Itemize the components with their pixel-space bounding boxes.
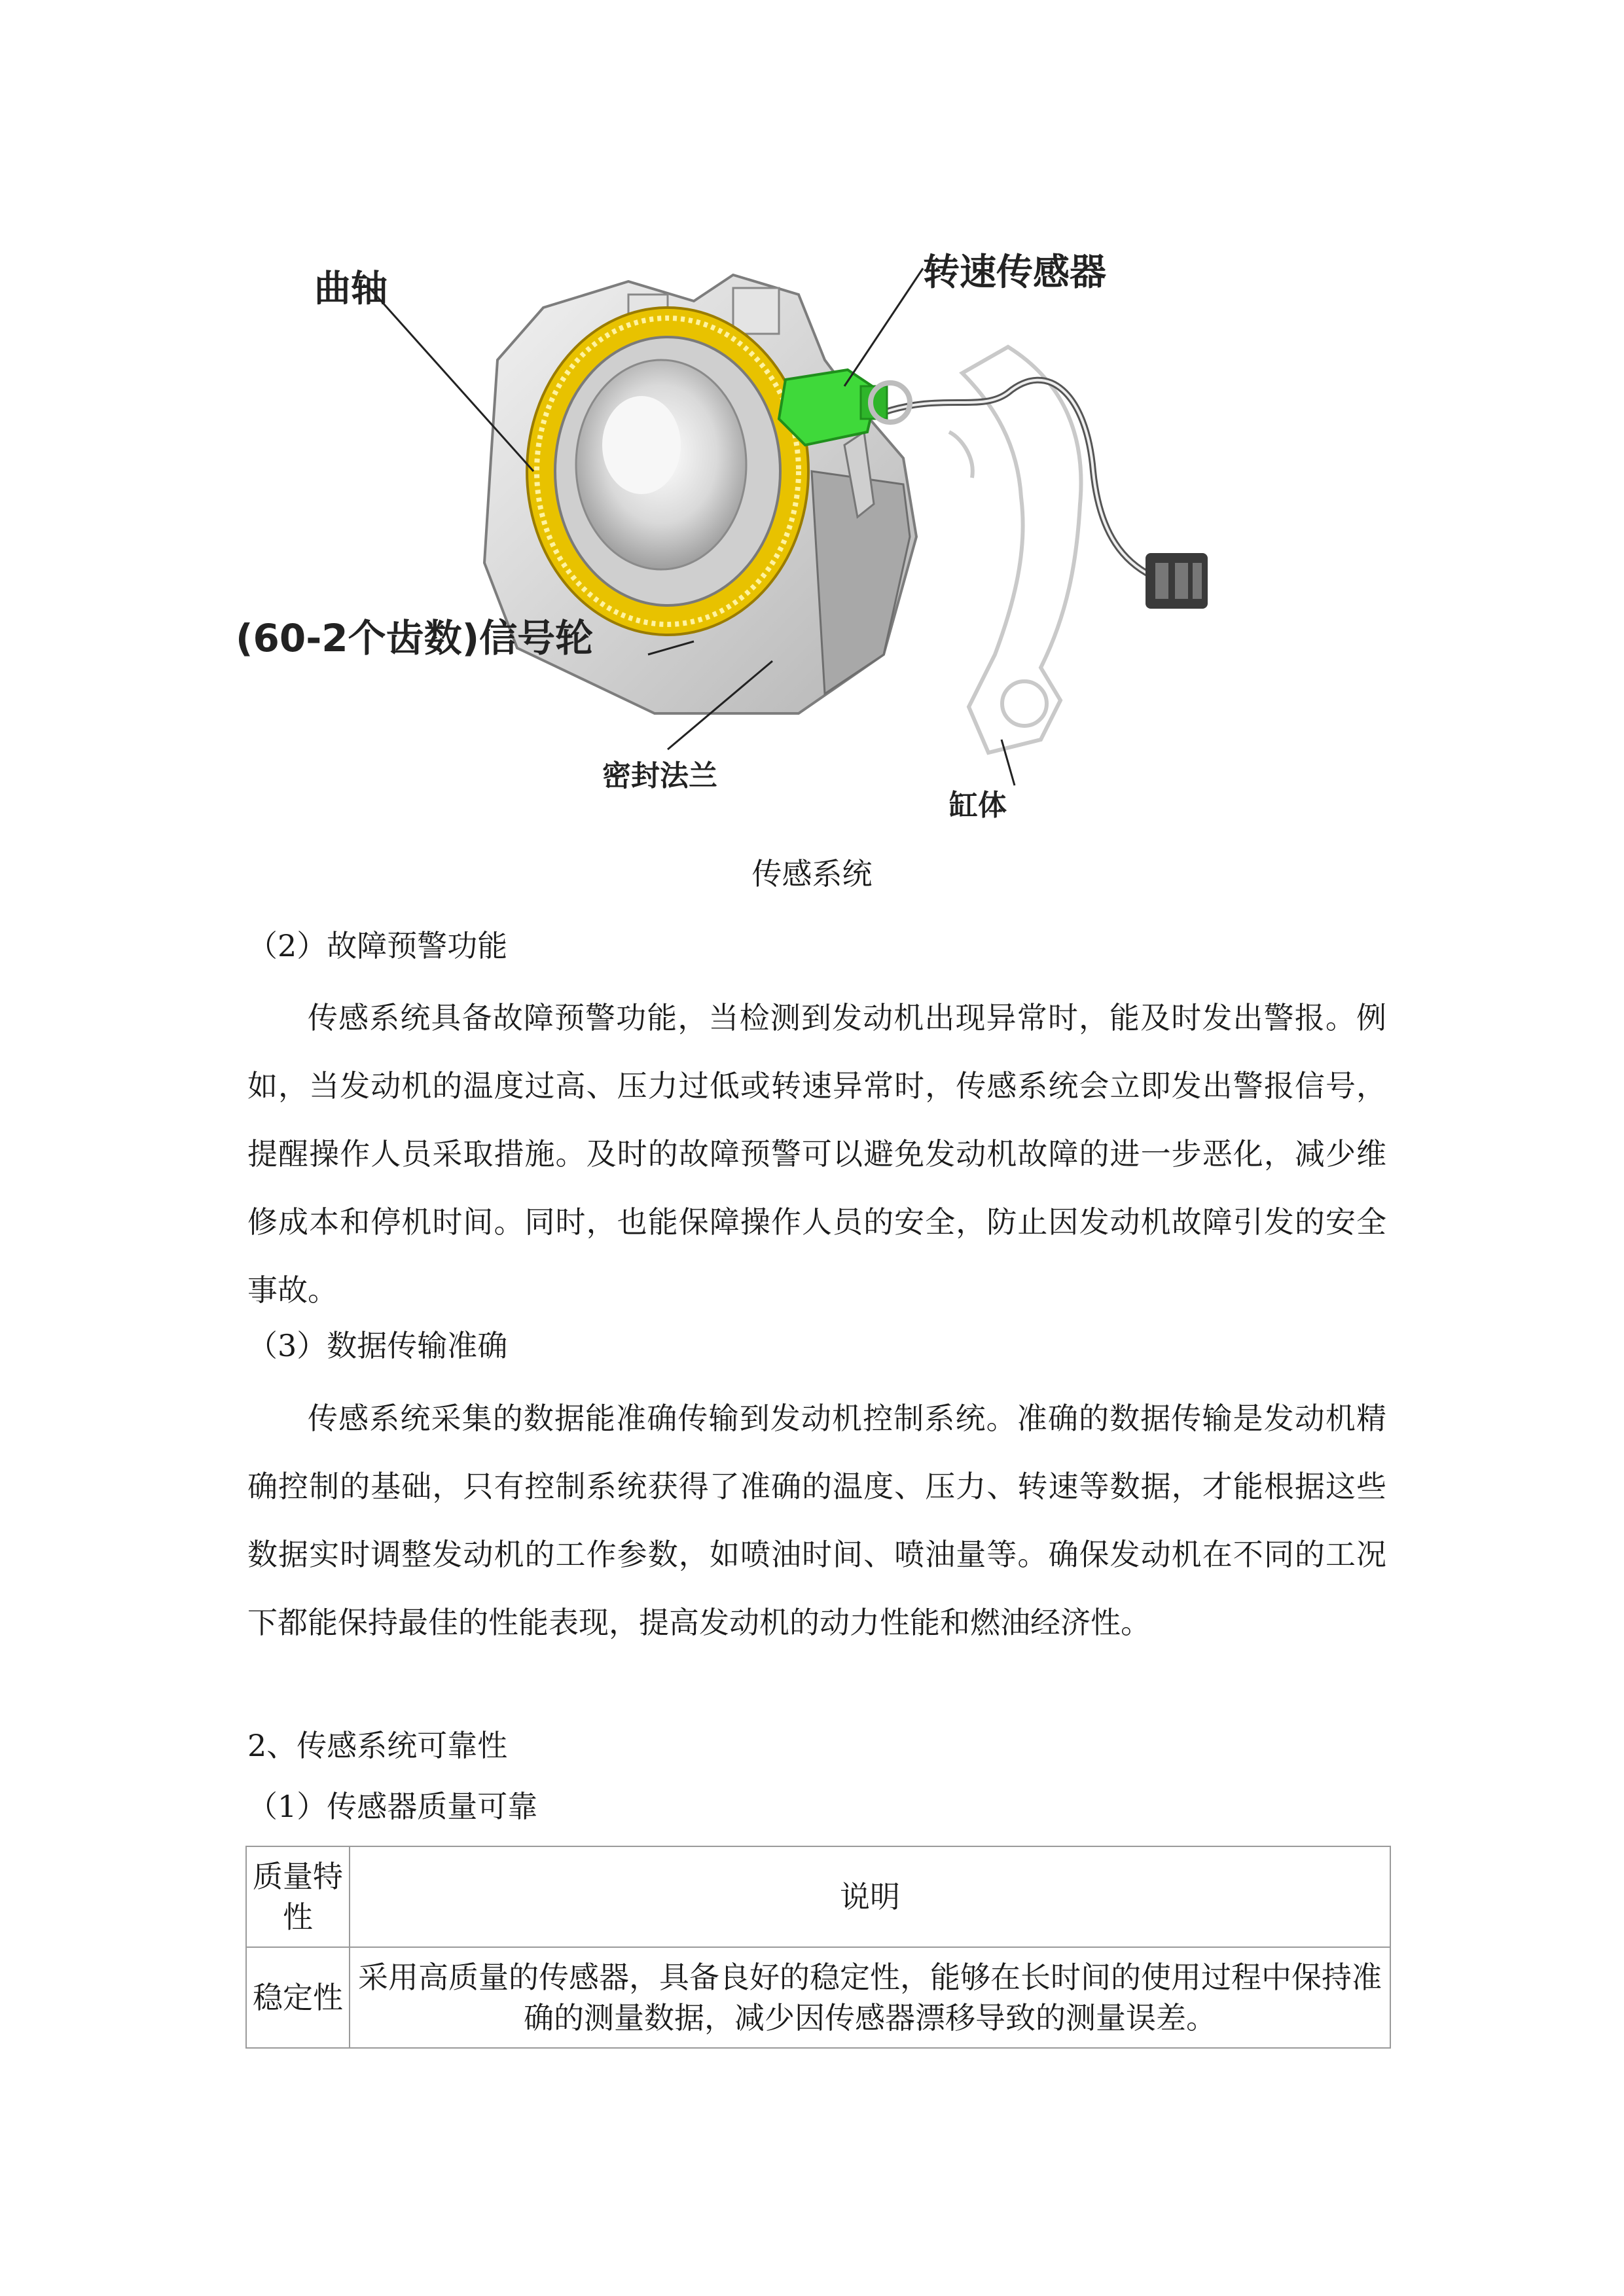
section-2-paragraph: 传感系统具备故障预警功能，当检测到发动机出现异常时，能及时发出警报。例如，当发动机的温度过高、压力过低或转速异常时，传感系统会立即发出警报信号，提醒操作人员采取措施。及时的故障预警可以避免发动机故障的进一步恶化，减少维修成本和停机时间。同时，也能保障操作人员的安全，防止因发动机故障引发的安全事故。 — [247, 1000, 1386, 1308]
sensor-cable — [884, 380, 1208, 609]
cell-description: 采用高质量的传感器，具备良好的稳定性，能够在长时间的使用过程中保持准确的测量数据，减少因传感器漂移导致的测量误差。 — [350, 1947, 1390, 2048]
table-row — [246, 1947, 1390, 2048]
cylinder-block-outline — [949, 347, 1081, 753]
label-cylinder-block: 缸体 — [949, 789, 1007, 818]
section-2-heading: （2）故障预警功能 — [247, 928, 508, 963]
header-description: 说明 — [350, 1846, 1390, 1947]
section-3-heading: （3）数据传输准确 — [247, 1328, 508, 1363]
cell-feature: 稳定性 — [246, 1947, 350, 2048]
sensor-quality-heading: （1）传感器质量可靠 — [247, 1789, 538, 1824]
label-speed-sensor: 转速传感器 — [923, 251, 1106, 294]
label-seal-flange: 密封法兰 — [602, 759, 717, 793]
header-quality-feature: 质量特性 — [246, 1846, 350, 1947]
engine-sensor-figure — [236, 196, 1388, 818]
label-crankshaft: 曲轴 — [314, 268, 388, 310]
section-3-paragraph: 传感系统采集的数据能准确传输到发动机控制系统。准确的数据传输是发动机精确控制的基础，只有控制系统获得了准确的温度、压力、转速等数据，才能根据这些数据实时调整发动机的工作参数，如喷油时间、喷油量等。确保发动机在不同的工况下都能保持最佳的性能表现，提高发动机的动力性能和燃油经济性。 — [247, 1401, 1386, 1640]
figure-caption: 传感系统 — [751, 856, 873, 891]
signal-wheel — [527, 308, 808, 635]
crank-sensor-illustration — [236, 196, 1388, 818]
connector-plug — [1146, 553, 1208, 609]
quality-table — [245, 1846, 1391, 2049]
table-header-row — [246, 1846, 1390, 1947]
reliability-heading: 2、传感系统可靠性 — [247, 1728, 508, 1763]
label-signal-wheel: (60-2个齿数)信号轮 — [236, 616, 594, 660]
